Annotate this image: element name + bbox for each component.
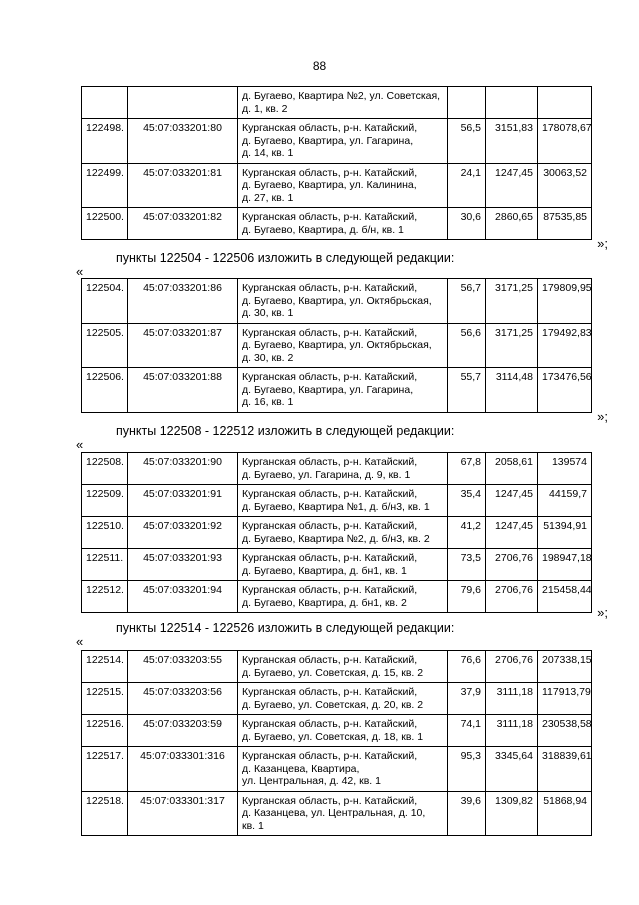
address-cell: Курганская область, р-н. Катайский, д. Бугаево, Квартира, д. б/н, кв. 1 <box>238 208 448 240</box>
price-per-unit-cell: 3345,64 <box>486 747 538 792</box>
register-table-2 <box>81 278 592 413</box>
table-row <box>82 279 592 324</box>
address-cell: Курганская область, р-н. Катайский, д. Бугаево, Квартира, ул. Гагарина, д. 14, кв. 1 <box>238 119 448 164</box>
price-per-unit-cell: 3151,83 <box>486 119 538 164</box>
area-cell: 55,7 <box>448 368 486 413</box>
cadastral-number-cell: 45:07:033201:87 <box>128 323 238 368</box>
price-per-unit-cell: 3114,48 <box>486 368 538 413</box>
total-value-cell <box>538 87 592 119</box>
cadastral-number-cell: 45:07:033301:316 <box>128 747 238 792</box>
cadastral-number-cell: 45:07:033201:80 <box>128 119 238 164</box>
area-cell: 79,6 <box>448 581 486 613</box>
cadastral-number-cell: 45:07:033201:88 <box>128 368 238 413</box>
area-cell: 56,5 <box>448 119 486 164</box>
area-cell <box>448 87 486 119</box>
total-value-cell: 198947,18 <box>538 549 592 581</box>
total-value-cell: 230538,58 <box>538 715 592 747</box>
row-number-cell: 122511. <box>82 549 128 581</box>
cadastral-number-cell: 45:07:033203:59 <box>128 715 238 747</box>
table-row <box>82 87 592 119</box>
row-number-cell: 122515. <box>82 683 128 715</box>
price-per-unit-cell: 2706,76 <box>486 651 538 683</box>
price-per-unit-cell <box>486 87 538 119</box>
closing-quote-1: »; <box>597 236 608 251</box>
area-cell: 74,1 <box>448 715 486 747</box>
row-number-cell: 122516. <box>82 715 128 747</box>
register-table-3 <box>81 452 592 613</box>
price-per-unit-cell: 1247,45 <box>486 163 538 208</box>
row-number-cell: 122500. <box>82 208 128 240</box>
address-cell: Курганская область, р-н. Катайский, д. Бугаево, Квартира, ул. Калинина, д. 27, кв. 1 <box>238 163 448 208</box>
area-cell: 95,3 <box>448 747 486 792</box>
address-cell: Курганская область, р-н. Катайский, д. Казанцева, Квартира, ул. Центральная, д. 42, кв. 1 <box>238 747 448 792</box>
total-value-cell: 51394,91 <box>538 517 592 549</box>
price-per-unit-cell: 1309,82 <box>486 791 538 836</box>
area-cell: 24,1 <box>448 163 486 208</box>
total-value-cell: 87535,85 <box>538 208 592 240</box>
area-cell: 56,7 <box>448 279 486 324</box>
address-cell: Курганская область, р-н. Катайский, д. Бугаево, ул. Советская, д. 15, кв. 2 <box>238 651 448 683</box>
area-cell: 73,5 <box>448 549 486 581</box>
total-value-cell: 179492,83 <box>538 323 592 368</box>
price-per-unit-cell: 2860,65 <box>486 208 538 240</box>
opening-quote-1: « <box>76 264 84 279</box>
table-row <box>82 485 592 517</box>
table-row <box>82 323 592 368</box>
table-row <box>82 651 592 683</box>
total-value-cell: 179809,95 <box>538 279 592 324</box>
table-row <box>82 119 592 164</box>
total-value-cell: 30063,52 <box>538 163 592 208</box>
table-row <box>82 549 592 581</box>
closing-quote-3: »; <box>597 605 608 620</box>
table-row <box>82 163 592 208</box>
price-per-unit-cell: 1247,45 <box>486 485 538 517</box>
cadastral-number-cell: 45:07:033201:91 <box>128 485 238 517</box>
instruction-1: пункты 122504 - 122506 изложить в следующей редакции: <box>116 251 455 265</box>
total-value-cell: 139574 <box>538 453 592 485</box>
price-per-unit-cell: 2706,76 <box>486 549 538 581</box>
address-cell: Курганская область, р-н. Катайский, д. Бугаево, Квартира, ул. Октябрьская, д. 30, кв. 1 <box>238 279 448 324</box>
address-cell: д. Бугаево, Квартира №2, ул. Советская, д. 1, кв. 2 <box>238 87 448 119</box>
address-cell: Курганская область, р-н. Катайский, д. Казанцева, ул. Центральная, д. 10, кв. 1 <box>238 791 448 836</box>
area-cell: 30,6 <box>448 208 486 240</box>
total-value-cell: 173476,56 <box>538 368 592 413</box>
row-number-cell: 122498. <box>82 119 128 164</box>
row-number-cell: 122505. <box>82 323 128 368</box>
address-cell: Курганская область, р-н. Катайский, д. Бугаево, Квартира, д. бн1, кв. 1 <box>238 549 448 581</box>
address-cell: Курганская область, р-н. Катайский, д. Бугаево, Квартира, ул. Октябрьская, д. 30, кв. 2 <box>238 323 448 368</box>
table-row <box>82 715 592 747</box>
register-table-1 <box>81 86 592 240</box>
address-cell: Курганская область, р-н. Катайский, д. Бугаево, Квартира, ул. Гагарина, д. 16, кв. 1 <box>238 368 448 413</box>
area-cell: 67,8 <box>448 453 486 485</box>
address-cell: Курганская область, р-н. Катайский, д. Бугаево, Квартира №2, д. б/н3, кв. 2 <box>238 517 448 549</box>
row-number-cell: 122512. <box>82 581 128 613</box>
register-table-4 <box>81 650 592 836</box>
row-number-cell: 122517. <box>82 747 128 792</box>
price-per-unit-cell: 3111,18 <box>486 715 538 747</box>
address-cell: Курганская область, р-н. Катайский, д. Бугаево, ул. Советская, д. 18, кв. 1 <box>238 715 448 747</box>
area-cell: 37,9 <box>448 683 486 715</box>
price-per-unit-cell: 2058,61 <box>486 453 538 485</box>
opening-quote-2: « <box>76 437 84 452</box>
cadastral-number-cell: 45:07:033203:56 <box>128 683 238 715</box>
address-cell: Курганская область, р-н. Катайский, д. Бугаево, ул. Гагарина, д. 9, кв. 1 <box>238 453 448 485</box>
area-cell: 56,6 <box>448 323 486 368</box>
price-per-unit-cell: 3111,18 <box>486 683 538 715</box>
table-row <box>82 581 592 613</box>
row-number-cell <box>82 87 128 119</box>
total-value-cell: 207338,15 <box>538 651 592 683</box>
cadastral-number-cell: 45:07:033203:55 <box>128 651 238 683</box>
table-row <box>82 368 592 413</box>
price-per-unit-cell: 2706,76 <box>486 581 538 613</box>
area-cell: 76,6 <box>448 651 486 683</box>
row-number-cell: 122518. <box>82 791 128 836</box>
row-number-cell: 122508. <box>82 453 128 485</box>
table-row <box>82 791 592 836</box>
total-value-cell: 215458,44 <box>538 581 592 613</box>
address-cell: Курганская область, р-н. Катайский, д. Бугаево, ул. Советская, д. 20, кв. 2 <box>238 683 448 715</box>
cadastral-number-cell: 45:07:033301:317 <box>128 791 238 836</box>
address-cell: Курганская область, р-н. Катайский, д. Бугаево, Квартира №1, д. б/н3, кв. 1 <box>238 485 448 517</box>
cadastral-number-cell: 45:07:033201:94 <box>128 581 238 613</box>
cadastral-number-cell: 45:07:033201:90 <box>128 453 238 485</box>
closing-quote-2: »; <box>597 409 608 424</box>
table-row <box>82 208 592 240</box>
total-value-cell: 44159,7 <box>538 485 592 517</box>
row-number-cell: 122514. <box>82 651 128 683</box>
table-row <box>82 683 592 715</box>
cadastral-number-cell: 45:07:033201:86 <box>128 279 238 324</box>
cadastral-number-cell <box>128 87 238 119</box>
price-per-unit-cell: 3171,25 <box>486 323 538 368</box>
cadastral-number-cell: 45:07:033201:82 <box>128 208 238 240</box>
page-number: 88 <box>312 59 327 73</box>
instruction-3: пункты 122514 - 122526 изложить в следующей редакции: <box>116 621 455 635</box>
instruction-2: пункты 122508 - 122512 изложить в следующей редакции: <box>116 424 455 438</box>
price-per-unit-cell: 3171,25 <box>486 279 538 324</box>
total-value-cell: 178078,67 <box>538 119 592 164</box>
area-cell: 35,4 <box>448 485 486 517</box>
total-value-cell: 117913,79 <box>538 683 592 715</box>
row-number-cell: 122509. <box>82 485 128 517</box>
total-value-cell: 51868,94 <box>538 791 592 836</box>
row-number-cell: 122499. <box>82 163 128 208</box>
area-cell: 39,6 <box>448 791 486 836</box>
cadastral-number-cell: 45:07:033201:93 <box>128 549 238 581</box>
opening-quote-3: « <box>76 634 84 649</box>
table-row <box>82 747 592 792</box>
row-number-cell: 122506. <box>82 368 128 413</box>
table-row <box>82 517 592 549</box>
area-cell: 41,2 <box>448 517 486 549</box>
address-cell: Курганская область, р-н. Катайский, д. Бугаево, Квартира, д. бн1, кв. 2 <box>238 581 448 613</box>
total-value-cell: 318839,61 <box>538 747 592 792</box>
table-row <box>82 453 592 485</box>
price-per-unit-cell: 1247,45 <box>486 517 538 549</box>
cadastral-number-cell: 45:07:033201:92 <box>128 517 238 549</box>
cadastral-number-cell: 45:07:033201:81 <box>128 163 238 208</box>
row-number-cell: 122510. <box>82 517 128 549</box>
row-number-cell: 122504. <box>82 279 128 324</box>
